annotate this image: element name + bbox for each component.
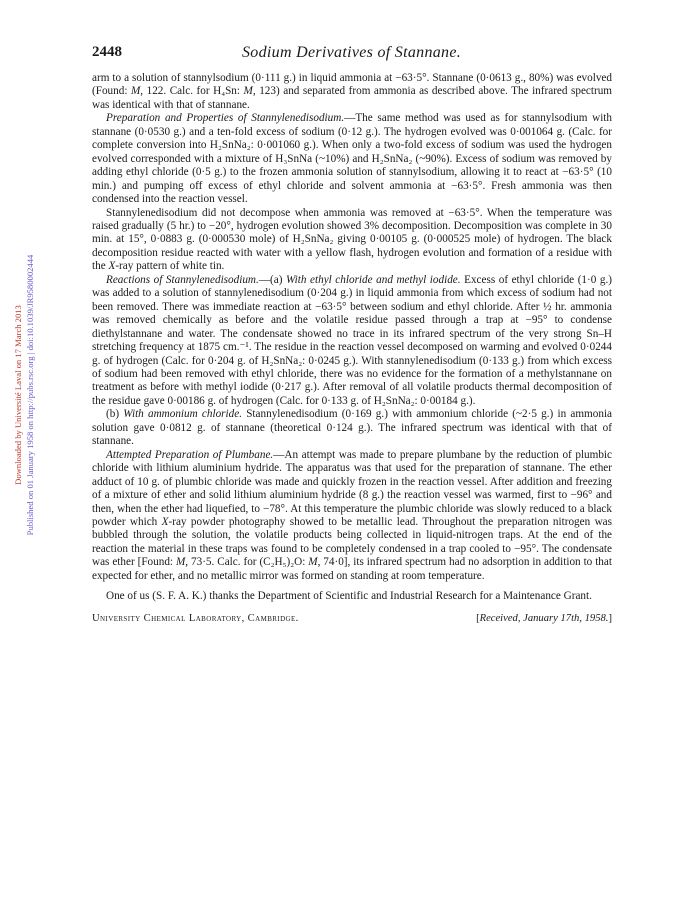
italic-run: X [108,260,116,273]
text-run: One of us (S. F. A. K.) thanks the Department of Scientific and Industrial Research for a Maintenance Grant. [106,590,592,603]
published-text: Published on 01 January 1958 on http://pubs.rsc.org | doi:10.1039/JR9580002444 [25,254,35,536]
article-footer [92,612,612,625]
text-run: -ray pattern of white tin. [115,260,225,273]
acknowledgement [92,590,612,603]
received-date: [Received, January 17th, 1958.] [476,612,612,624]
paragraph [92,274,612,409]
text-run: (b) [106,408,124,421]
text-run: , 122. Calc. for H₄Sn: [140,85,244,98]
affiliation: University Chemical Laboratory, Cambridge. [92,612,299,624]
text-run: —(a) [258,273,286,286]
paragraph [92,72,612,112]
italic-run: M [308,556,318,569]
text-run: Stannylenedisodium did not decompose when ammonia was removed at −63·5°. When the temperature was raised gradually (5 hr.) to −20°, hydrogen evolution showed 3% decomposition. Decomposition was complete in 30 min. at 15°, 0·0883 g. (0·000530 mole) of H₂SnNa₂ giving 0·00105 g. (0·000525 mole) of hydrogen. The black decomposition residue reacted with water with a yellow flash, hydrogen evolution and formation of a residue with the [92,206,612,273]
text-run: -ray powder photography showed to be metallic lead. Throughout the preparation nitrogen was bubbled through the solution, the volatile products being collected in liquid-nitrogen traps. At the end of the reaction the material in these traps was found to be completely condensed in a trap cooled to −95°. The condensate was ether [Found: [92,515,612,569]
paragraph [92,207,612,274]
paragraph [92,112,612,206]
text-run: arm to a solution of stannylsodium (0·111 g.) in liquid ammonia at −63·5°. Stannane (0·0613 g., 80%) was evolved (Found: [92,72,612,98]
downloaded-text: Downloaded by Université Laval on 17 March 2013 [13,305,23,485]
text-run: Stannylenedisodium (0·169 g.) with ammonium chloride (~2·5 g.) in ammonia solution gave 0·0812 g. of stannane (theoretical 0·124 g.). The infrared spectrum was identical with that of stannane. [92,408,613,448]
running-title: Sodium Derivatives of Stannane. [242,44,462,61]
italic-run: M [175,556,186,569]
italic-run: Reactions of Stannylenedisodium. [106,273,259,286]
page-header [92,44,612,68]
italic-run: M [243,85,253,98]
italic-run: Attempted Preparation of Plumbane. [106,448,274,461]
paragraph [92,408,612,448]
paragraph [92,449,612,584]
text-run: , 74·0], its infrared spectrum had no adsorption in addition to that expected for ether, and no metallic mirror was formed on standing at room temperature. [92,556,612,582]
italic-run: X [161,515,169,528]
italic-run: With ammonium chloride. [123,408,242,421]
text-run: —The same method was used as for stannylsodium with stannane (0·0530 g.) and a ten-fold excess of sodium (0·12 g.). The hydrogen evolved was 0·001064 g. (Calc. for complete conversion into H₂SnNa₂: 0·001060 g.). When only a two-fold excess of sodium was used the hydrogen evolved corresponded with a mixture of H₃SnNa (~10%) and H₂SnNa₂ (~90%). Excess of sodium was removed by adding ethyl chloride (0·5 g.) to the frozen ammonia solution of stannylsodium, allowing it to react at −63·5° (10 min.) and pumping off excess of ethyl chloride and solvent ammonia at −63·5°. Fresh ammonia was then condensed into the reaction vessel. [92,112,612,206]
text-run: , 123) and separated from ammonia as described above. The infrared spectrum was identical with that of stannane. [92,85,613,111]
text-run: Excess of ethyl chloride (1·0 g.) was added to a solution of stannylenedisodium (0·204 g.) in liquid ammonia from which excess of sodium had not been removed. There was immediate reaction at −63·5° between sodium and ethyl chloride. After ½ hr. ammonia was removed chemically as before and the volatile residue passed through a trap at −95° to condense diethylstannane and water. The condensate showed no trace in its infrared spectrum of the very strong Sn–H stretching frequency at 1875 cm.⁻¹. The residue in the reaction vessel decomposed on warming and evolved 0·0244 g. of hydrogen (Calc. for 0·204 g. of H₂SnNa₂: 0·0245 g.). With stannylenedisodium (0·133 g.) from which excess of sodium had been removed with ethyl chloride, there was no evidence for the formation of a methylstannane on treatment as before with methyl iodide (0·217 g.). After removal of all volatile products thermal decomposition of the residue gave 0·00186 g. of hydrogen (Calc. for 0·133 g. of H₂SnNa₂: 0·00184 g.). [92,273,612,407]
italic-run: Preparation and Properties of Stannylenedisodium. [106,112,345,125]
italic-run: With ethyl chloride and methyl iodide. [285,273,461,286]
article-body [92,72,612,625]
italic-run: M [130,85,141,98]
page-number: 2448 [92,44,122,60]
text-run: —An attempt was made to prepare plumbane by the reduction of plumbic chloride with lithium aluminium hydride. The apparatus was that used for the preparation of stannane. The ether adduct of 10 g. of plumbic chloride was made and quickly frozen in the reaction vessel. After addition and freezing of a mixture of ether and solid lithium aluminium hydride (8 g.) the reaction vessel was warmed, first to −96° and then, when the ether had liquefied, to −78°. At this temperature the plumbic chloride was slowly reduced to a black powder which [92,448,612,528]
publication-stamp [20,0,35,912]
download-stamp [8,0,23,912]
text-run: , 73·5. Calc. for (C₂H₅)₂O: [185,556,309,569]
